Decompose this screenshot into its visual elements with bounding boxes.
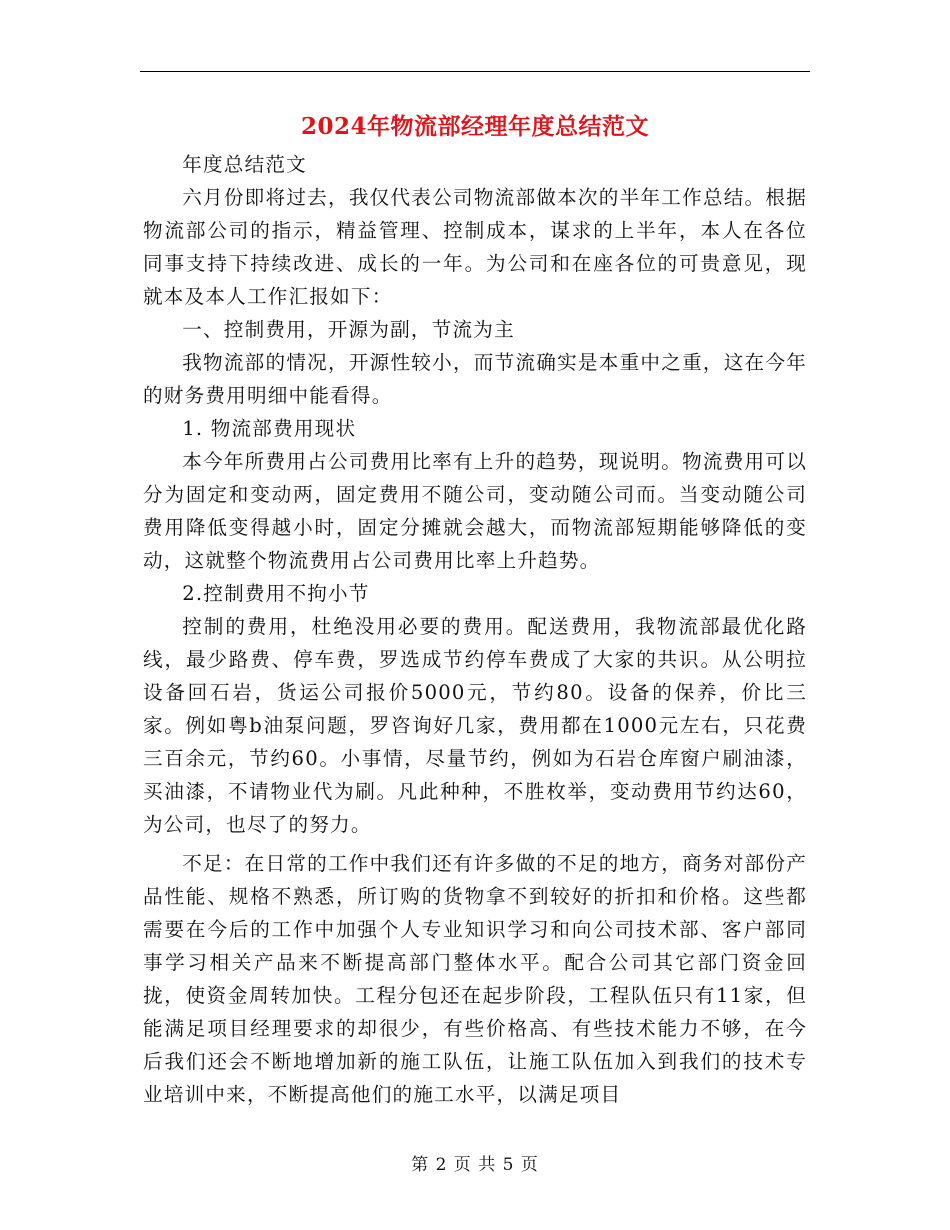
paragraph-intro: 六月份即将过去，我仅代表公司物流部做本次的半年工作总结。根据物流部公司的指示，精益管理、控制成本，谋求的上半年，本人在各位同事支持下持续改进、成长的一年。为公司和在座各位的可贵意见，现就本及本人工作汇报如下：	[143, 186, 807, 308]
paragraph-cost-status: 本今年所费用占公司费用比率有上升的趋势，现说明。物流费用可以分为固定和变动两，固定费用不随公司，变动随公司而。当变动随公司费用降低变得越小时，固定分摊就会越大，而物流部短期能够降低的变动，这就整个物流费用占公司费用比率上升趋势。	[143, 450, 807, 572]
paragraph-shortcomings: 不足：在日常的工作中我们还有许多做的不足的地方，商务对部份产品性能、规格不熟悉，所订购的货物拿不到较好的折扣和价格。这些都需要在今后的工作中加强个人专业知识学习和向公司技术部、客户部同事学习相关产品来不断提高部门整体水平。配合公司其它部门资金回拢，使资金周转加快。工程分包还在起步阶段，工程队伍只有11家，但能满足项目经理要求的却很少，有些价格高、有些技术能力不够，在今后我们还会不断地增加新的施工队伍，让施工队伍加入到我们的技术专业培训中来，不断提高他们的施工水平，以满足项目	[143, 852, 807, 1106]
paragraph-subtitle: 年度总结范文	[182, 153, 307, 176]
section-heading-cost-control: 一、控制费用，开源为副，节流为主	[182, 318, 515, 341]
document-body	[143, 148, 807, 1111]
subheading-cost-status: 1. 物流部费用现状	[182, 417, 357, 440]
document-title: 2024年物流部经理年度总结范文	[300, 113, 649, 140]
header-rule	[140, 71, 810, 72]
subheading-control-details: 2.控制费用不拘小节	[182, 582, 370, 605]
paragraph-situation: 我物流部的情况，开源性较小，而节流确实是本重中之重，这在今年的财务费用明细中能看得。	[143, 351, 807, 407]
page-number: 第 2 页 共 5 页	[411, 1155, 539, 1175]
paragraph-control-details: 控制的费用，杜绝没用必要的费用。配送费用，我物流部最优化路线，最少路费、停车费，罗选成节约停车费成了大家的共识。从公明拉设备回石岩，货运公司报价5000元，节约80。设备的保养，价比三家。例如粤b油泵问题，罗咨询好几家，费用都在1000元左右，只花费三百余元，节约60。小事情，尽量节约，例如为石岩仓库窗户刷油漆，买油漆，不请物业代为刷。凡此种种，不胜枚举，变动费用节约达60，为公司，也尽了的努力。	[143, 615, 807, 836]
